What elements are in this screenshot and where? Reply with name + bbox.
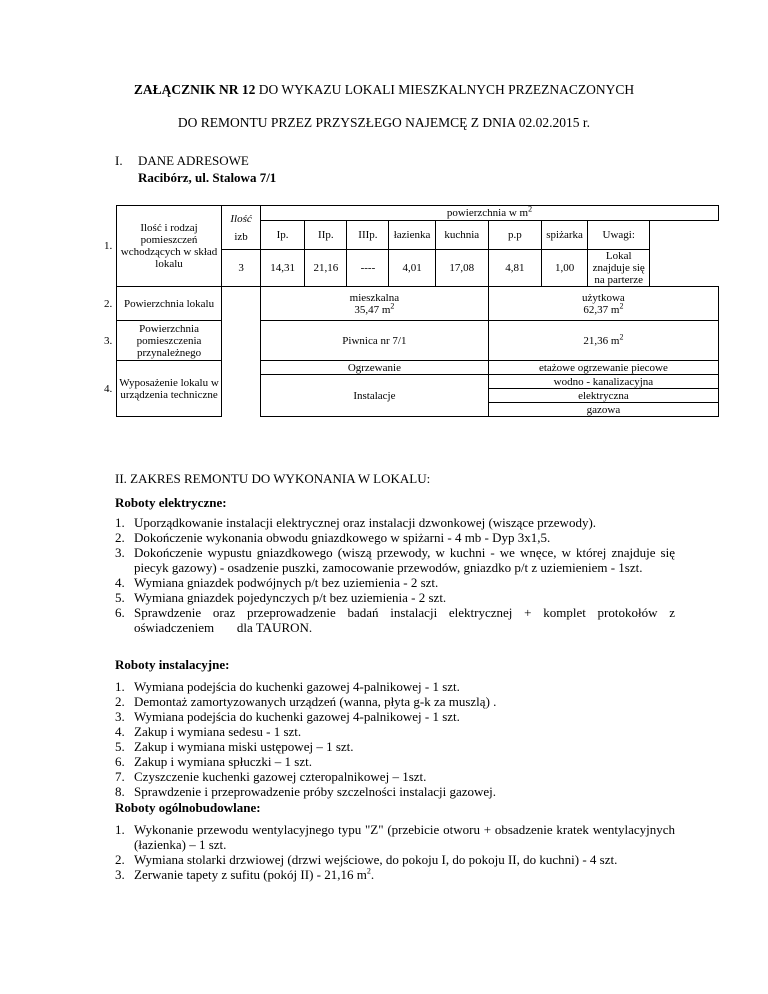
col-header-pantry: spiżarka xyxy=(542,221,588,250)
row3-number: 3. xyxy=(104,334,113,347)
section1-numeral: I. xyxy=(115,153,123,168)
installation-list xyxy=(115,679,675,799)
section2-heading: II. ZAKRES REMONTU DO WYKONANIA W LOKALU: xyxy=(115,471,431,486)
list-item: 6. Sprawdzenie oraz przeprowadzenie badań instalacji elektrycznej + komplet protokołów z oświadczeniem dla TAURON. xyxy=(115,605,679,635)
col-header-iiip: IIIp. xyxy=(347,221,389,250)
value-pp: 4,81 xyxy=(488,250,541,287)
annex-number: ZAŁĄCZNIK NR 12 xyxy=(133,82,256,97)
col-header-kitchen: kuchnia xyxy=(435,221,488,250)
col-header-iip: IIp. xyxy=(305,221,347,250)
usable-area xyxy=(488,287,718,321)
izb-label: izb xyxy=(234,230,248,243)
row4-number: 4. xyxy=(104,382,113,395)
list-item: 1. Wykonanie przewodu wentylacyjnego typu "Z" (przebicie otworu + obsadzenie kratek wentylacyjnych (łazienka) – 1 szt. xyxy=(115,822,675,852)
list-item: 1. Uporządkowanie instalacji elektrycznej oraz instalacji dzwonkowej (wiszące przewody). xyxy=(115,515,597,530)
document-title-line1 xyxy=(0,82,768,98)
list-item: 5. Wymiana gniazdek pojedynczych p/t bez uziemienia - 2 szt. xyxy=(115,590,447,605)
general-list xyxy=(115,822,675,882)
section1-heading: DANE ADRESOWE xyxy=(138,153,249,168)
value-iiip: ---- xyxy=(347,250,389,287)
list-item: 4. Zakup i wymiana sedesu - 1 szt. xyxy=(115,724,302,739)
list-item: 5. Zakup i wymiana miski ustępowej – 1 szt. xyxy=(115,739,354,754)
usable-value: 62,37 $m^2$ xyxy=(583,300,624,316)
general-heading: Roboty ogólnobudowlane: xyxy=(115,800,261,815)
value-pantry: 1,00 xyxy=(542,250,588,287)
cellar-area: 21,36 $m^2$ xyxy=(488,321,718,361)
list-item: 8. Sprawdzenie i przeprowadzenie próby szczelności instalacji gazowej. xyxy=(115,784,497,799)
cellar-name: Piwnica nr 7/1 xyxy=(260,321,488,361)
value-ip: 14,31 xyxy=(260,250,304,287)
heating-value: etażowe ogrzewanie piecowe xyxy=(488,361,718,375)
col-header-pp: p.p xyxy=(488,221,541,250)
list-item: 3. Zerwanie tapety z sufitu (pokój II) - 21,16 $m^2$. xyxy=(115,866,375,882)
residential-area xyxy=(260,287,488,321)
document-title-line2: DO REMONTU PRZEZ PRZYSZŁEGO NAJEMCĘ Z DNIA 02.02.2015 r. xyxy=(177,115,591,130)
list-item: 1. Wymiana podejścia do kuchenki gazowej 4-palnikowej - 1 szt. xyxy=(115,679,460,694)
list-item: 2. Dokończenie wykonania obwodu gniazdkowego w spiżarni - 4 mb - Dyp 3x1,5. xyxy=(115,530,551,545)
row2-label: Powierzchnia lokalu xyxy=(116,287,221,321)
rooms-count-header xyxy=(222,206,261,250)
col-header-bathroom: łazienka xyxy=(389,221,435,250)
usable-label: użytkowa xyxy=(582,291,625,304)
row1-number: 1. xyxy=(104,240,113,252)
row1-label: Ilość i rodzaj pomieszczeń wchodzących w skład lokalu xyxy=(116,206,221,287)
list-item: 3. Dokończenie wypustu gniazdkowego (wiszą przewody, w kuchni - we wnęce, w której znajduje się piecyk gazowy) - osadzenie puszki, zamocowanie przewodów, gniazdko p/t z uziemieniem - 1szt. xyxy=(115,545,675,575)
remarks: Lokal znajduje się na parterze xyxy=(588,250,650,287)
address: Racibórz, ul. Stalowa 7/1 xyxy=(138,170,277,185)
installation-water: wodno - kanalizacyjna xyxy=(488,375,718,389)
installations-label: Instalacje xyxy=(260,375,488,417)
value-iip: 21,16 xyxy=(305,250,347,287)
property-table xyxy=(102,205,719,417)
electrical-heading: Roboty elektryczne: xyxy=(115,495,227,510)
installation-heading: Roboty instalacyjne: xyxy=(115,657,230,672)
col-header-ip: Ip. xyxy=(260,221,304,250)
ilosc-label: Ilość xyxy=(230,212,252,225)
value-bathroom: 4,01 xyxy=(389,250,435,287)
row3-label: Powierzchnia pomieszczenia przynależnego xyxy=(116,321,221,361)
col-header-remarks: Uwagi: xyxy=(588,221,650,250)
heating-label: Ogrzewanie xyxy=(260,361,488,375)
list-item: 7. Czyszczenie kuchenki gazowej czteropalnikowej – 1szt. xyxy=(115,769,427,784)
area-header: powierzchnia w $m^2$ xyxy=(260,206,718,221)
rooms-count: 3 xyxy=(222,250,261,287)
residential-value: 35,47 $m^2$ xyxy=(354,300,395,316)
title-rest: DO WYKAZU LOKALI MIESZKALNYCH PRZEZNACZONYCH xyxy=(258,82,635,97)
residential-label: mieszkalna xyxy=(349,291,400,304)
value-kitchen: 17,08 xyxy=(435,250,488,287)
list-item: 2. Demontaż zamortyzowanych urządzeń (wanna, płyta g-k za muszlą) . xyxy=(115,694,497,709)
installation-electric: elektryczna xyxy=(488,389,718,403)
list-item: 2. Wymiana stolarki drzwiowej (drzwi wejściowe, do pokoju I, do pokoju II, do kuchni) - 4 szt. xyxy=(115,852,618,867)
installation-gas: gazowa xyxy=(488,403,718,417)
electrical-list xyxy=(115,515,679,635)
list-item: 4. Wymiana gniazdek podwójnych p/t bez uziemienia - 2 szt. xyxy=(115,575,439,590)
list-item: 6. Zakup i wymiana spłuczki – 1 szt. xyxy=(115,754,312,769)
row4-label: Wyposażenie lokalu w urządzenia techniczne xyxy=(116,361,221,417)
list-item: 3. Wymiana podejścia do kuchenki gazowej 4-palnikowej - 1 szt. xyxy=(115,709,460,724)
row2-number: 2. xyxy=(104,297,113,310)
